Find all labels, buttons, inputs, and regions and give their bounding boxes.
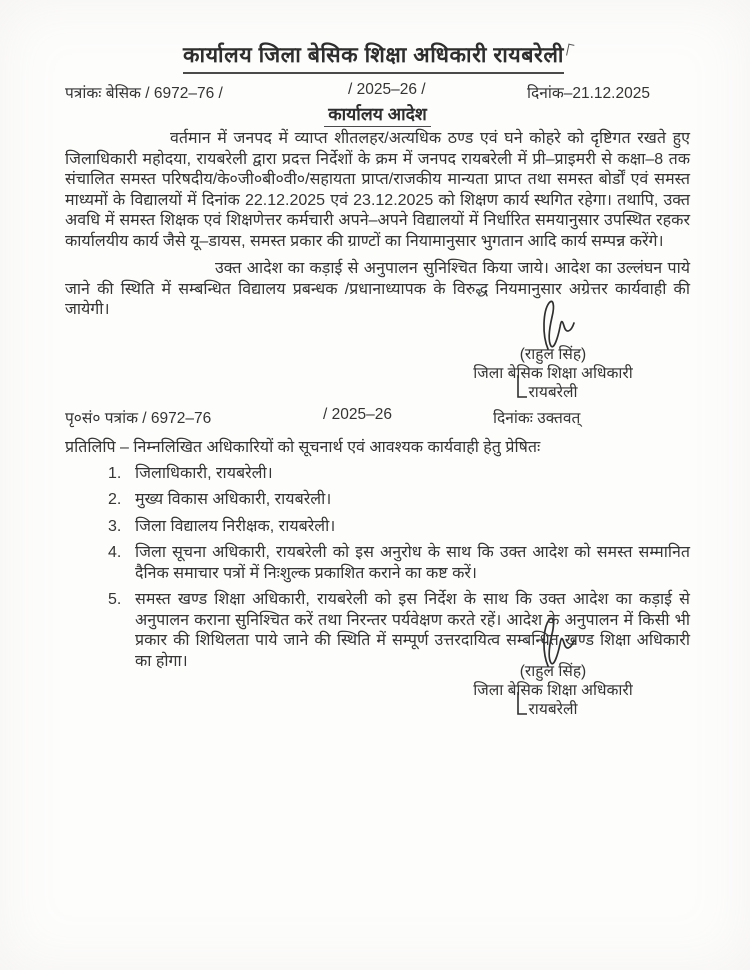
list-item-text: जिला विद्यालय निरीक्षक, रायबरेली। [135,517,336,535]
signature-icon [526,616,580,668]
list-item [108,464,690,485]
list-item-number: 1. [108,464,122,482]
list-item [108,543,690,584]
copy-intro-line: प्रतिलिपि – निम्नलिखित अधिकारियों को सूचनार्थ एवं आवश्यक कार्यवाही हेतु प्रेषितः [65,438,541,456]
letter-year: / 2025–26 / [348,81,426,98]
copy-letter-number: पृ०सं० पत्रांक / 6972–76 [65,409,212,427]
list-item [108,517,690,538]
order-heading-text: कार्यालय आदेश [324,104,431,127]
signatory-designation: जिला बेसिक शिक्षा अधिकारी [473,364,633,382]
compliance-paragraph: उक्त आदेश का कड़ाई से अनुपालन सुनिश्चित किया जाये। आदेश का उल्लंघन पाये जाने की स्थिति में सम्बन्धित विद्यालय प्रबन्धक /प्रधानाध्यापक के विरुद्ध नियमानुसार अग्रेत्तर कार्यवाही की जायेगी। [65,260,690,318]
list-item-number: 4. [108,544,122,561]
signatory-place-row [528,700,577,719]
signatory-place-row [528,383,577,402]
signature-block-top [438,299,668,402]
letter-date: दिनांक–21.12.2025 [527,85,650,102]
list-item-text: जिला सूचना अधिकारी, रायबरेली को इस अनुरोध के साथ कि उक्त आदेश को समस्त सम्मानित दैनिक समाचार पत्रों में निःशुल्क प्रकाशित कराने का कष्ट करें। [135,544,690,582]
scan-artifact-icon [566,44,574,57]
order-heading [65,102,690,126]
signatory-place: रायबरेली [528,383,578,401]
signatory-name: (राहुल सिंह) [519,345,587,363]
signature-tail-icon [512,692,528,718]
order-body-paragraph: वर्तमान में जनपद में व्याप्त शीतलहर/अत्यधिक ठण्ड एवं घने कोहरे को दृष्टिगत रखते हुए जिलाधिकारी महोदया, रायबरेली द्वारा प्रदत्त निर्देशों के क्रम में जनपद रायबरेली में प्री–प्राइमरी से कक्षा–8 तक संचालित समस्त परिषदीय/के०जी०बी०वी०/सहायता प्राप्त/राजकीय मान्यता प्राप्त तथा समस्त बोर्डों एवं समस्त माध्यमों के विद्यालयों में दिनांक 22.12.2025 एवं 23.12.2025 को शिक्षण कार्य स्थगित रहेगा। तथापि, उक्त अवधि में समस्त शिक्षक एवं शिक्षणेत्तर कर्मचारी अपने–अपने विद्यालयों में निर्धारित समयानुसार उपस्थित रहकर कार्यालयीय कार्य जैसे यू–डायस, समस्त प्रकार की ग्राण्टों का नियामानुसार भुगतान आदि कार्य सम्पन्न करेंगे। [65,130,690,250]
office-title: कार्यालय जिला बेसिक शिक्षा अधिकारी रायबरेली [183,40,564,74]
list-item-number: 2. [108,491,122,508]
list-item-text: समस्त खण्ड शिक्षा अधिकारी, रायबरेली को इस निर्देश के साथ कि उक्त आदेश का कड़ाई से अनुपालन कराना सुनिश्चित करें तथा निरन्तर पर्यवेक्षण करते रहें। आदेश के अनुपालन में किसी भी प्रकार की शिथिलता पाये जाने की स्थिति में सम्पूर्ण उत्तरदायित्व सम्बन्धित खण्ड शिक्षा अधिकारी का होगा। [135,591,690,670]
copy-reference-line [65,406,690,426]
reference-line [65,81,690,101]
signature-icon [526,299,580,351]
signature-block-bottom [438,616,668,719]
copy-letter-date: दिनांकः उक्तवत् [493,409,581,427]
header [65,40,690,74]
list-item-text: मुख्य विकास अधिकारी, रायबरेली। [135,491,332,508]
list-item [108,490,690,511]
copy-letter-year: / 2025–26 [323,405,392,423]
signature-tail-icon [512,375,528,401]
list-item-text: जिलाधिकारी, रायबरेली। [135,464,273,482]
signatory-name: (राहुल सिंह) [519,663,587,680]
list-item-number: 5. [108,591,122,608]
letter-number: पत्रांकः बेसिक / 6972–76 / [65,85,223,102]
signatory-designation: जिला बेसिक शिक्षा अधिकारी [473,682,633,699]
signatory-place: रायबरेली [528,701,578,718]
list-item-number: 3. [108,517,122,535]
